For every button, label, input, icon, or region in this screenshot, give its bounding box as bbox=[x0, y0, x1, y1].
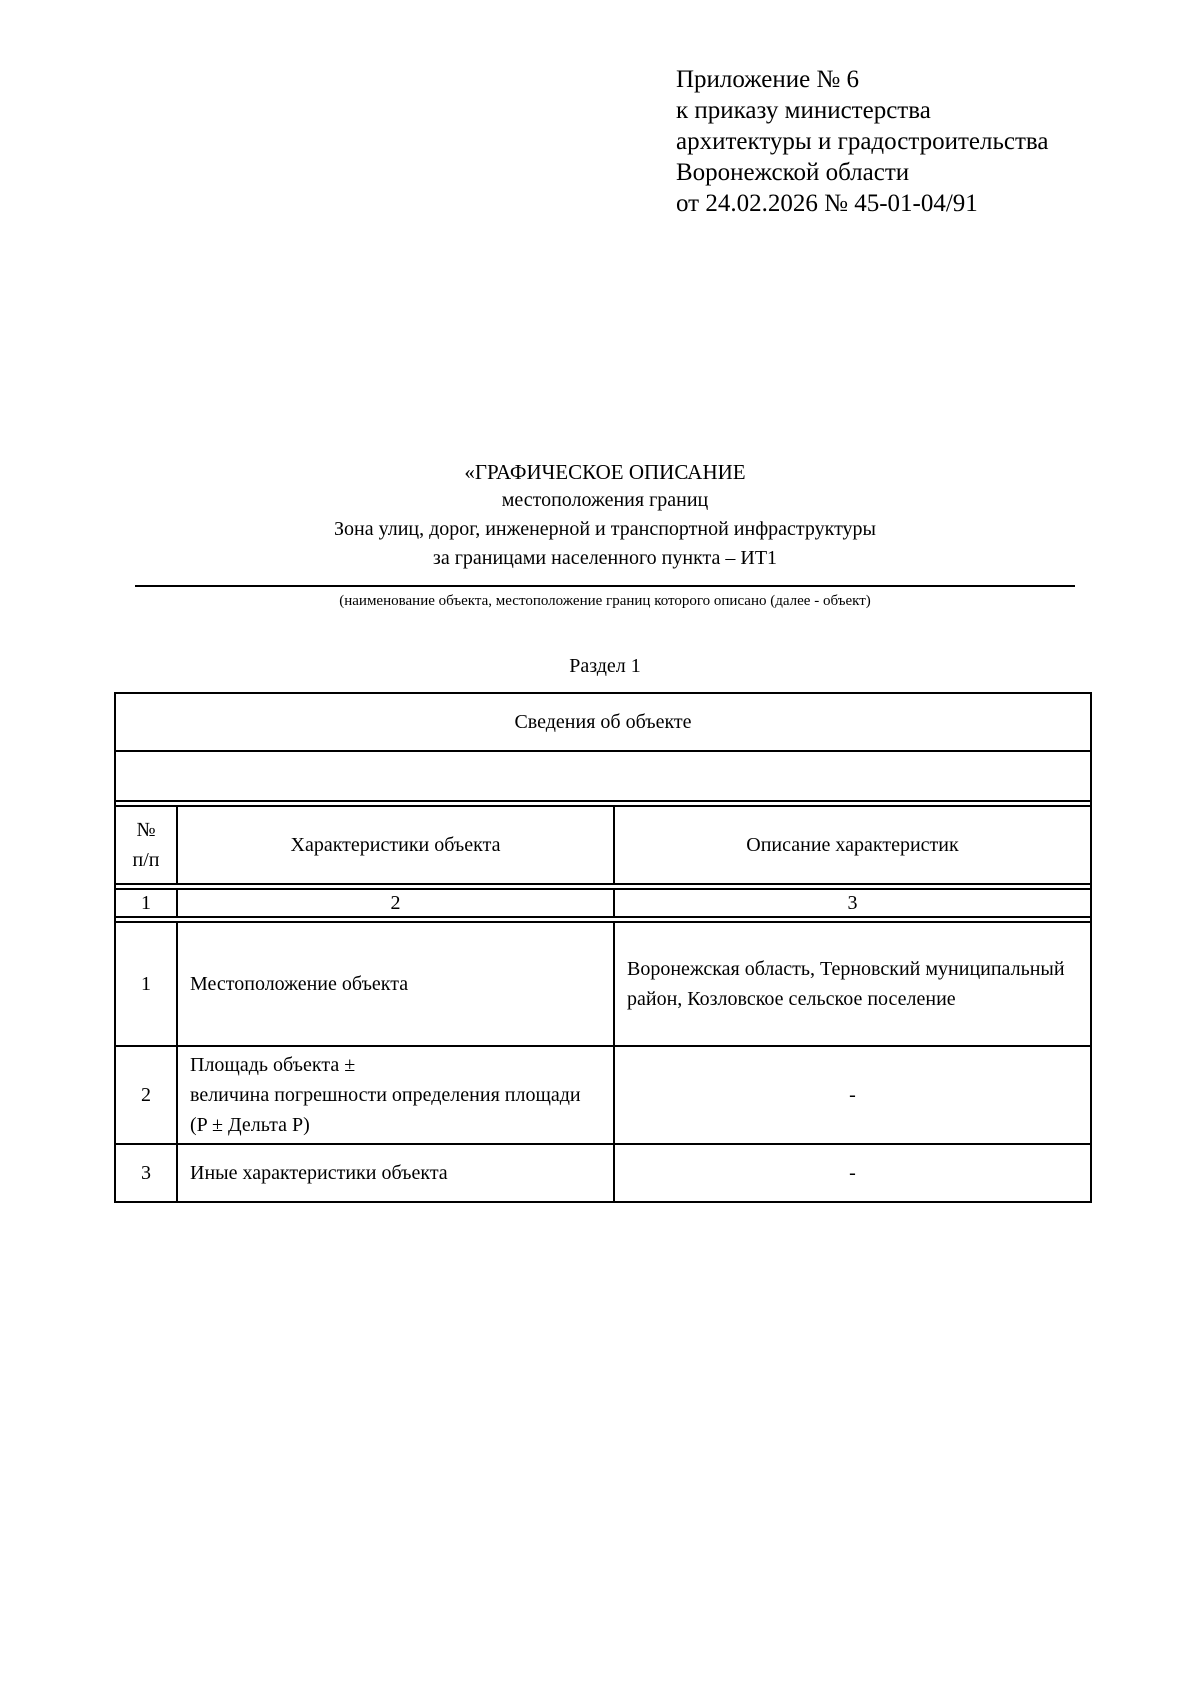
table-header-row bbox=[115, 693, 1091, 751]
column-header-number: № п/п bbox=[115, 806, 177, 884]
table-header: Сведения об объекте bbox=[115, 693, 1091, 751]
appendix-ministry: архитектуры и градостроительства bbox=[676, 128, 1049, 155]
table-empty-row bbox=[115, 751, 1091, 801]
row-characteristic: Иные характеристики объекта bbox=[177, 1144, 614, 1202]
table-row bbox=[115, 1144, 1091, 1202]
document-subtitle: местоположения границ bbox=[501, 489, 709, 511]
table-column-header-row bbox=[115, 806, 1091, 884]
row-number: 3 bbox=[115, 1144, 177, 1202]
column-index-2: 2 bbox=[177, 889, 614, 917]
row-description: - bbox=[614, 1046, 1091, 1144]
appendix-region: Воронежской области bbox=[676, 159, 910, 186]
column-header-characteristics: Характеристики объекта bbox=[177, 806, 614, 884]
row-characteristic: Местоположение объекта bbox=[177, 922, 614, 1046]
appendix-order-date: от 24.02.2026 № 45-01-04/91 bbox=[676, 190, 978, 217]
document-title-block bbox=[135, 458, 1075, 573]
object-name-line1: Зона улиц, дорог, инженерной и транспортной инфраструктуры bbox=[334, 518, 876, 540]
row-number: 1 bbox=[115, 922, 177, 1046]
row-description: Воронежская область, Терновский муниципальный район, Козловское сельское поселение bbox=[614, 922, 1091, 1046]
table-index-row bbox=[115, 889, 1091, 917]
table-row bbox=[115, 922, 1091, 1046]
document-title: «ГРАФИЧЕСКОЕ ОПИСАНИЕ bbox=[464, 460, 746, 484]
appendix-number: Приложение № 6 bbox=[676, 66, 860, 93]
row-number: 2 bbox=[115, 1046, 177, 1144]
table-empty-cell bbox=[115, 751, 1091, 801]
appendix-order-ref: к приказу министерства bbox=[676, 97, 931, 124]
appendix-header bbox=[676, 64, 1048, 219]
object-info-table bbox=[114, 692, 1092, 1203]
row-description: - bbox=[614, 1144, 1091, 1202]
section-label: Раздел 1 bbox=[569, 655, 641, 677]
column-header-description: Описание характеристик bbox=[614, 806, 1091, 884]
object-name-caption: (наименование объекта, местоположение границ которого описано (далее - объект) bbox=[339, 593, 871, 609]
object-name-underline bbox=[135, 585, 1075, 587]
row-characteristic: Площадь объекта ± величина погрешности определения площади (P ± Дельта P) bbox=[177, 1046, 614, 1144]
object-name-line2: за границами населенного пункта – ИТ1 bbox=[432, 547, 778, 569]
table-row bbox=[115, 1046, 1091, 1144]
column-index-1: 1 bbox=[115, 889, 177, 917]
column-index-3: 3 bbox=[614, 889, 1091, 917]
